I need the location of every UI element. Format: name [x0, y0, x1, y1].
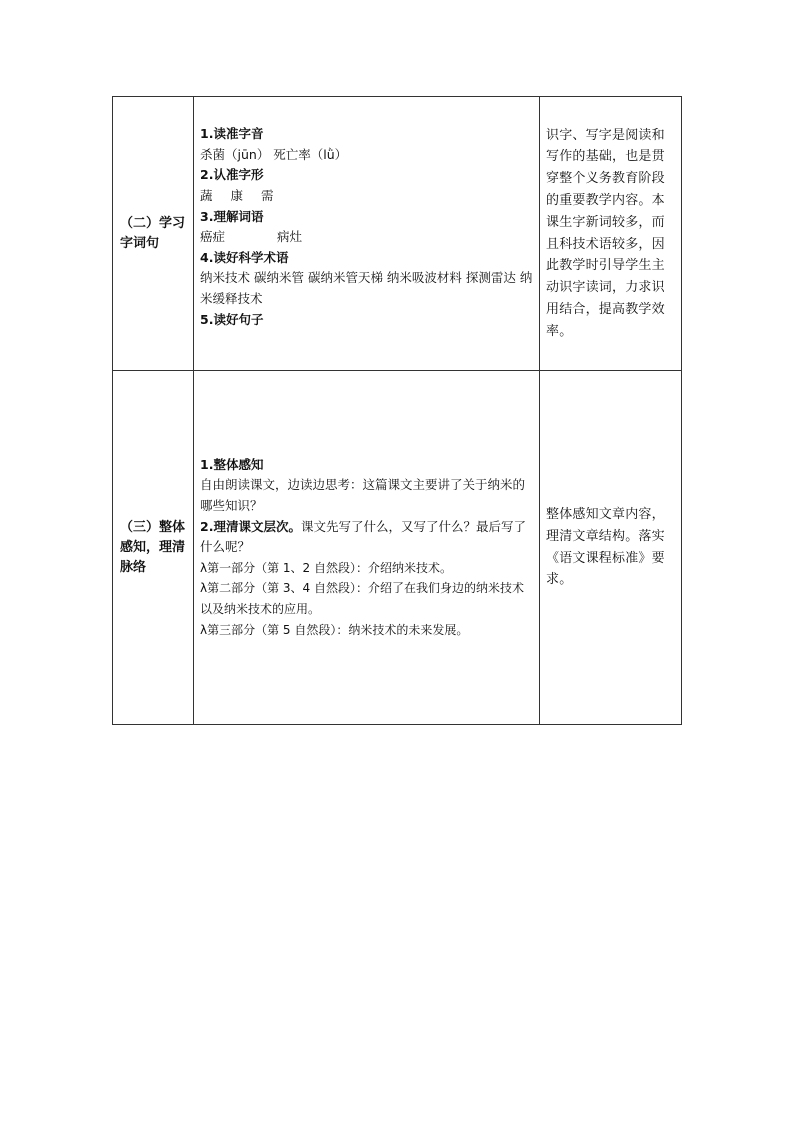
section-heading: 2.理清课文层次。 [200, 518, 301, 534]
stage-label: （二）学习字词句 [120, 215, 186, 251]
stage-cell [113, 97, 194, 371]
section-heading: 1.整体感知 [200, 456, 264, 472]
vocabulary-line [200, 227, 533, 248]
design-intent-text: 识字、写字是阅读和写作的基础，也是贯穿整个义务教育阶段的重要教学内容。本课生字新词较多，而且科技术语较多，因此教学时引导学生主动识字读词，力求识用结合，提高教学效率。 [546, 127, 665, 339]
section-heading: 2.认准字形 [200, 167, 264, 183]
character-item: 康 [230, 188, 244, 204]
table-row [113, 371, 682, 725]
pronunciation-line: 杀菌（jūn） 死亡率（lǜ） [200, 146, 348, 162]
vocabulary-word: 癌症 [200, 229, 226, 245]
section-heading: 4.读好科学术语 [200, 249, 289, 265]
section-heading: 5.读好句子 [200, 311, 264, 327]
stage-label: （三）整体感知，理清脉络 [120, 519, 186, 575]
structure-task [200, 517, 533, 558]
section-heading: 3.理解词语 [200, 208, 264, 224]
part-item: λ第一部分（第 1、2 自然段）：介绍纳米技术。 [200, 560, 453, 575]
science-terms: 纳米技术 碳纳米管 碳纳米管天梯 纳米吸波材料 探测雷达 纳米缓释技术 [200, 270, 533, 306]
content-cell [194, 97, 540, 371]
stage-cell [113, 371, 194, 725]
lesson-plan-table [112, 96, 682, 725]
character-item: 蔬 [200, 188, 213, 204]
structure-question: 课文先写了什么，又写了什么？最后写了什么呢？ [200, 518, 526, 555]
vocabulary-word: 病灶 [277, 229, 303, 245]
section-heading: 1.读准字音 [200, 126, 264, 142]
table-row [113, 97, 682, 371]
intent-cell [540, 97, 682, 371]
design-intent-text: 整体感知文章内容，理清文章结构。落实《语文课程标准》要求。 [546, 506, 665, 588]
part-item: λ第二部分（第 3、4 自然段）：介绍了在我们身边的纳米技术以及纳米技术的应用。 [200, 581, 525, 616]
part-item: λ第三部分（第 5 自然段）：纳米技术的未来发展。 [200, 622, 469, 637]
intent-cell [540, 371, 682, 725]
character-item: 需 [261, 188, 274, 204]
character-list [200, 186, 533, 207]
content-cell [194, 371, 540, 725]
reading-task: 自由朗读课文，边读边思考：这篇课文主要讲了关于纳米的哪些知识？ [200, 477, 526, 514]
